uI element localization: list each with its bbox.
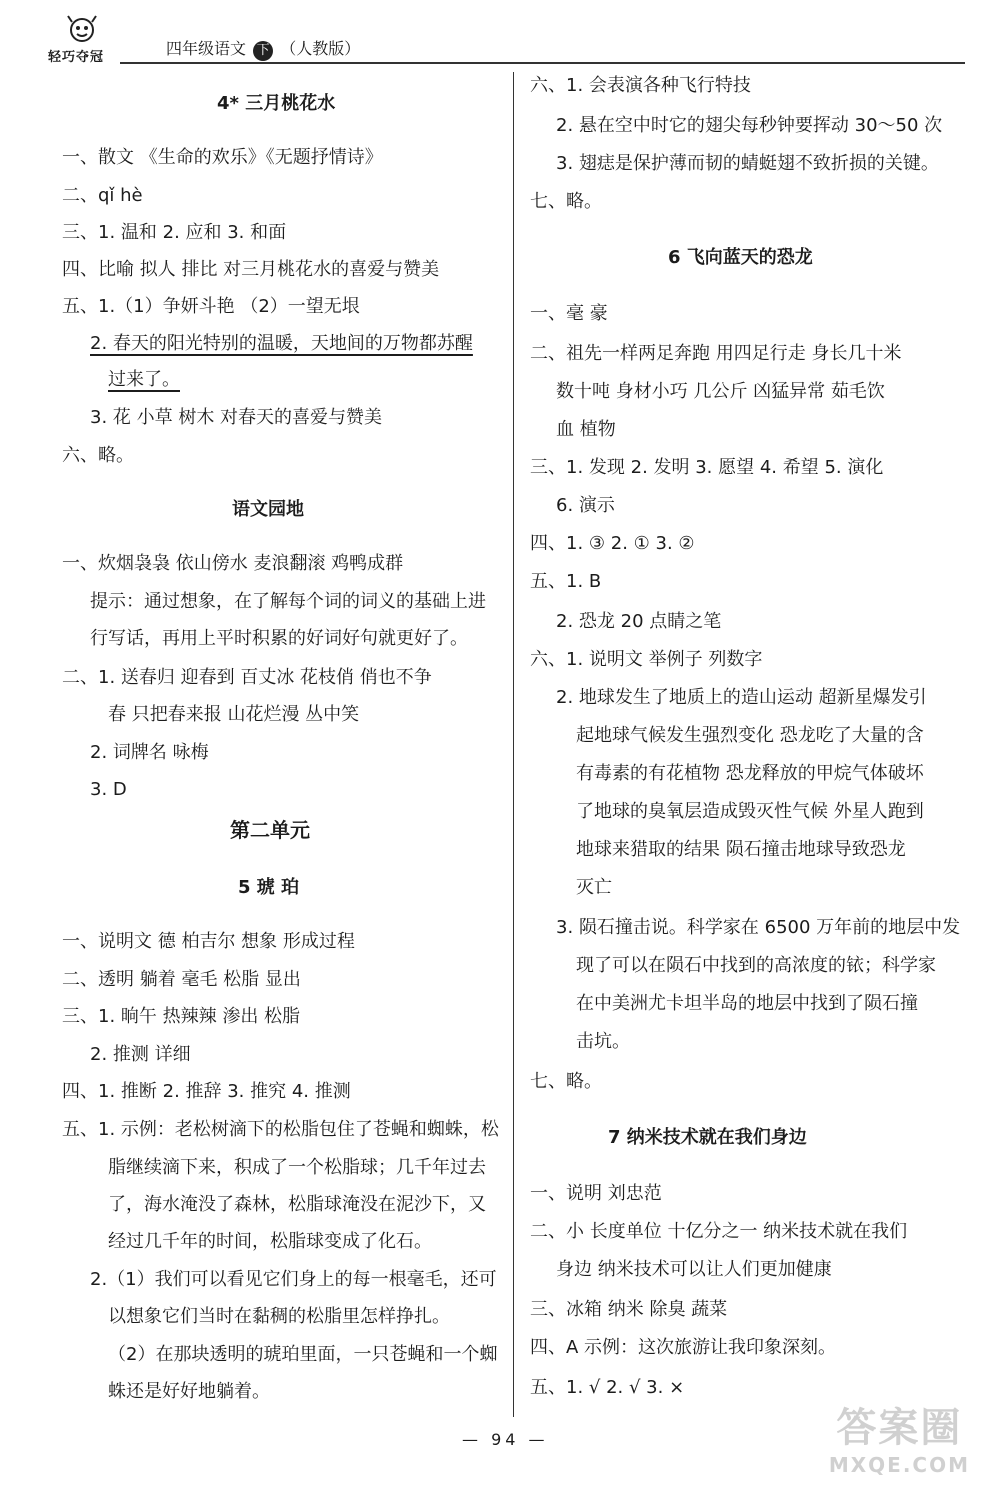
answer-line: 6. 演示 xyxy=(556,495,615,516)
answer-line: 2.（1）我们可以看见它们身上的每一根毫毛，还可 xyxy=(90,1269,497,1290)
answer-line: 四、比喻 拟人 排比 对三月桃花水的喜爱与赞美 xyxy=(62,259,440,280)
answer-line: 四、1. ③ 2. ① 3. ② xyxy=(530,533,695,554)
answer-line: 提示：通过想象，在了解每个词的词义的基础上进 xyxy=(90,591,486,612)
answer-line: 三、1. 温和 2. 应和 3. 和面 xyxy=(62,222,287,243)
answer-line: 五、1. 示例：老松树滴下的松脂包住了苍蝇和蜘蛛，松 xyxy=(62,1119,499,1140)
answer-line: 3. 花 小草 树木 对春天的喜爱与赞美 xyxy=(90,407,383,428)
answer-line: 身边 纳米技术可以让人们更加健康 xyxy=(556,1259,832,1280)
lesson-title: 6 飞向蓝天的恐龙 xyxy=(668,247,813,268)
answer-line: 三、1. 发现 2. 发明 3. 愿望 4. 希望 5. 演化 xyxy=(530,457,884,478)
answer-line: 一、炊烟袅袅 依山傍水 麦浪翻滚 鸡鸭成群 xyxy=(62,553,404,574)
answer-line: 2. 词牌名 咏梅 xyxy=(90,742,209,763)
answer-line: 数十吨 身材小巧 几公斤 凶猛异常 茹毛饮 xyxy=(556,381,885,402)
answer-line: 四、A 示例：这次旅游让我印象深刻。 xyxy=(530,1337,837,1358)
answer-line: 经过几千年的时间，松脂球变成了化石。 xyxy=(108,1231,432,1252)
answer-line: 3. 翅痣是保护薄而韧的蜻蜓翅不致折损的关键。 xyxy=(556,153,939,174)
answer-line: 了地球的臭氧层造成毁灭性气候 外星人跑到 xyxy=(576,801,924,822)
answer-line: 七、略。 xyxy=(530,1071,602,1092)
answer-line: 二、小 长度单位 十亿分之一 纳米技术就在我们 xyxy=(530,1221,908,1242)
answer-line: 六、略。 xyxy=(62,445,134,466)
section-title: 语文园地 xyxy=(232,499,304,520)
edition-label: （人教版） xyxy=(280,39,361,58)
answer-line: 二、祖先一样两足奔跑 用四足行走 身长几十米 xyxy=(530,343,902,364)
lesson-title: 5 琥 珀 xyxy=(238,877,300,898)
column-divider xyxy=(513,72,514,1417)
answer-line: 3. 陨石撞击说。科学家在 6500 万年前的地层中发 xyxy=(556,917,961,938)
answer-line: 一、说明文 德 柏吉尔 想象 形成过程 xyxy=(62,931,355,952)
answer-line: 2. 地球发生了地质上的造山运动 超新星爆发引 xyxy=(556,687,927,708)
answer-line: 三、1. 晌午 热辣辣 渗出 松脂 xyxy=(62,1006,301,1027)
answer-line: 2. 恐龙 20 点睛之笔 xyxy=(556,611,722,632)
watermark-title: 答案圈 xyxy=(836,1405,963,1451)
answer-line: 春 只把春来报 山花烂漫 丛中笑 xyxy=(108,704,360,725)
answer-line: 一、散文 《生命的欢乐》《无题抒情诗》 xyxy=(62,147,383,168)
lesson-title: 4* 三月桃花水 xyxy=(217,93,336,114)
answer-line: 击坑。 xyxy=(576,1031,630,1052)
answer-line: 地球来猎取的结果 陨石撞击地球导致恐龙 xyxy=(576,839,906,860)
mascot-icon xyxy=(60,14,104,46)
answer-line: 一、说明 刘忠范 xyxy=(530,1183,662,1204)
answer-line: 起地球气候发生强烈变化 恐龙吃了大量的含 xyxy=(576,725,924,746)
answer-line: 一、毫 豪 xyxy=(530,303,608,324)
answer-line: 六、1. 说明文 举例子 列数字 xyxy=(530,649,763,670)
brand-logo xyxy=(48,14,128,65)
answer-line: 蛛还是好好地躺着。 xyxy=(108,1381,270,1402)
answer-line: 五、1. √ 2. √ 3. × xyxy=(530,1377,685,1398)
watermark xyxy=(829,1396,970,1477)
volume-badge: 下 xyxy=(253,41,273,61)
answer-line: 七、略。 xyxy=(530,191,602,212)
answer-line: 四、1. 推断 2. 推辞 3. 推究 4. 推测 xyxy=(62,1081,351,1102)
logo-text: 轻巧夺冠 xyxy=(48,50,105,65)
watermark-url: MXQE.COM xyxy=(828,1453,970,1477)
page-number: — 94 — xyxy=(462,1430,549,1449)
answer-line: 血 植物 xyxy=(556,419,616,440)
page-header xyxy=(40,14,965,65)
answer-line: 现了可以在陨石中找到的高浓度的铱；科学家 xyxy=(576,955,936,976)
answer-line: 灭亡 xyxy=(576,877,612,898)
answer-line: 二、透明 躺着 毫毛 松脂 显出 xyxy=(62,969,301,990)
unit-title: 第二单元 xyxy=(230,818,310,842)
answer-line: 在中美洲尤卡坦半岛的地层中找到了陨石撞 xyxy=(576,993,918,1014)
answer-line: 2. 推测 详细 xyxy=(90,1044,191,1065)
answer-line: 五、1.（1）争妍斗艳 （2）一望无垠 xyxy=(62,296,360,317)
answer-line: 行写话，再用上平时积累的好词好句就更好了。 xyxy=(90,628,468,649)
answer-line: 了，海水淹没了森林，松脂球淹没在泥沙下，又 xyxy=(108,1194,486,1215)
answer-line: 2. 悬在空中时它的翅尖每秒钟要挥动 30～50 次 xyxy=(556,115,943,136)
answer-line: 二、qǐ hè xyxy=(62,185,143,206)
answer-line-underlined: 过来了。 xyxy=(108,369,180,390)
book-title xyxy=(166,36,360,61)
grade-subject: 四年级语文 xyxy=(166,39,247,58)
answer-line: 以想象它们当时在黏稠的松脂里怎样挣扎。 xyxy=(108,1306,450,1327)
answer-line: 六、1. 会表演各种飞行特技 xyxy=(530,75,751,96)
answer-line: 三、冰箱 纳米 除臭 蔬菜 xyxy=(530,1299,728,1320)
answer-line: 有毒素的有花植物 恐龙释放的甲烷气体破坏 xyxy=(576,763,924,784)
answer-line: 二、1. 送春归 迎春到 百丈冰 花枝俏 俏也不争 xyxy=(62,667,432,688)
lesson-title: 7 纳米技术就在我们身边 xyxy=(608,1127,807,1148)
header-rule xyxy=(120,62,965,64)
answer-line: 五、1. B xyxy=(530,571,602,592)
answer-line: 3. D xyxy=(90,779,127,800)
answer-line-underlined: 2. 春天的阳光特别的温暖，天地间的万物都苏醒 xyxy=(90,333,473,354)
answer-line: 脂继续滴下来，积成了一个松脂球；几千年过去 xyxy=(108,1157,486,1178)
answer-line: （2）在那块透明的琥珀里面，一只苍蝇和一个蜘 xyxy=(108,1344,498,1365)
